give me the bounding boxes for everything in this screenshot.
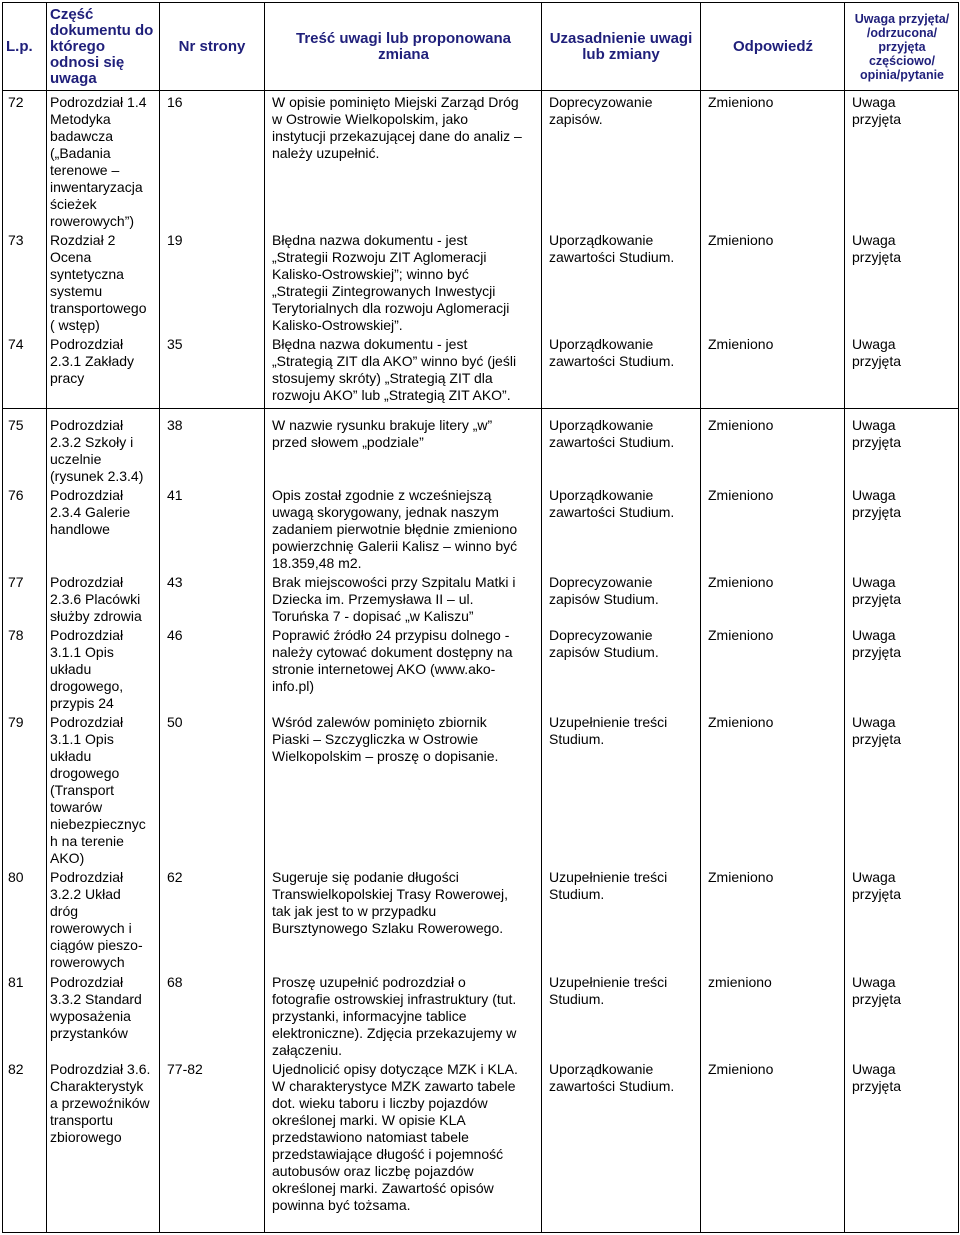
header-section: Część dokumentu do którego odnosi się uwaga [50, 6, 154, 87]
column-border [159, 2, 160, 1233]
row-page: 77-82 [167, 1061, 203, 1077]
column-border [844, 2, 845, 1233]
row-page: 35 [167, 336, 183, 352]
row-lp: 76 [8, 487, 24, 503]
column-border [958, 2, 959, 1233]
row-lp: 78 [8, 627, 24, 643]
row-content: Ujednolicić opisy dotyczące MZK i KLA. W charakterystyce MZK zawarto tabele dot. wieku taboru i liczby pojazdów określonej marki. W opisie KLA przedstawiono natomiast tabele przedstawiające długość i pojemność autobusów oraz liczbę pojazdów określonej marki. Zawartość opisów powinna być tożsama. [272, 1061, 518, 1213]
header-content: Treść uwagi lub proponowana zmiana [295, 30, 512, 63]
row-response: Zmieniono [708, 336, 774, 352]
row-content: W nazwie rysunku brakuje litery „w” przed słowem „podziale” [272, 417, 493, 450]
row-reason: Uporządkowanie zawartości Studium. [549, 1061, 675, 1094]
row-reason: Doprecyzowanie zapisów Studium. [549, 627, 659, 660]
row-reason: Doprecyzowanie zapisów. [549, 94, 653, 127]
row-response: Zmieniono [708, 869, 774, 885]
row-page: 43 [167, 574, 183, 590]
column-border [2, 2, 3, 1233]
row-reason: Uzupełnienie treści Studium. [549, 869, 668, 902]
row-page: 16 [167, 94, 183, 110]
row-section: Rozdział 2 Ocena syntetyczna systemu transportowego ( wstęp) [50, 232, 147, 333]
row-page: 62 [167, 869, 183, 885]
row-status: Uwaga przyjęta [852, 574, 902, 607]
row-reason: Uporządkowanie zawartości Studium. [549, 232, 675, 265]
row-response: Zmieniono [708, 574, 774, 590]
row-response: Zmieniono [708, 232, 774, 248]
row-response: Zmieniono [708, 714, 774, 730]
row-section: Podrozdział 2.3.4 Galerie handlowe [50, 487, 131, 537]
row-reason: Uporządkowanie zawartości Studium. [549, 336, 675, 369]
row-status: Uwaga przyjęta [852, 974, 902, 1007]
header-reason: Uzasadnienie uwagi lub zmiany [549, 30, 693, 63]
column-border [264, 2, 265, 1233]
row-status: Uwaga przyjęta [852, 94, 902, 127]
row-reason: Uzupełnienie treści Studium. [549, 974, 668, 1007]
row-section: Podrozdział 2.3.1 Zakłady pracy [50, 336, 135, 386]
row-response: Zmieniono [708, 627, 774, 643]
row-reason: Doprecyzowanie zapisów Studium. [549, 574, 659, 607]
row-section: Podrozdział 3.1.1 Opis układu drogowego (Transport towarów niebezpiecznyc h na terenie AKO) [50, 714, 146, 866]
row-status: Uwaga przyjęta [852, 487, 902, 520]
header-lp: L.p. [6, 38, 33, 55]
row-page: 68 [167, 974, 183, 990]
row-section: Podrozdział 3.1.1 Opis układu drogowego, przypis 24 [50, 627, 124, 711]
column-border [700, 2, 701, 1233]
row-reason: Uzupełnienie treści Studium. [549, 714, 668, 747]
row-response: Zmieniono [708, 487, 774, 503]
row-section: Podrozdział 1.4 Metodyka badawcza („Badania terenowe – inwentaryzacja ścieżek rowerowych”) [50, 94, 147, 229]
row-lp: 75 [8, 417, 24, 433]
row-lp: 74 [8, 336, 24, 352]
row-status: Uwaga przyjęta [852, 869, 902, 902]
row-lp: 81 [8, 974, 24, 990]
column-border [46, 2, 47, 1233]
row-lp: 80 [8, 869, 24, 885]
row-content: Poprawić źródło 24 przypisu dolnego - należy cytować dokument dostępny na stronie internetowej AKO (www.ako- info.pl) [272, 627, 513, 694]
row-reason: Uporządkowanie zawartości Studium. [549, 417, 675, 450]
row-section: Podrozdział 2.3.6 Placówki służby zdrowia [50, 574, 142, 624]
row-content: Wśród zalewów pominięto zbiornik Piaski – Szczygliczka w Ostrowie Wielkopolskim – proszę o dopisanie. [272, 714, 499, 764]
table-bottom-border [2, 1232, 959, 1233]
row-reason: Uporządkowanie zawartości Studium. [549, 487, 675, 520]
row-status: Uwaga przyjęta [852, 627, 902, 660]
row-lp: 73 [8, 232, 24, 248]
header-status: Uwaga przyjęta/ /odrzucona/ przyjęta częściowo/ opinia/pytanie [854, 12, 950, 82]
row-page: 41 [167, 487, 183, 503]
row-content: Błędna nazwa dokumentu - jest „Strategią ZIT dla AKO” winno być (jeśli stosujemy skróty) „Strategią ZIT dla rozwoju AKO” lub „Strategią ZIT AKO”. [272, 336, 517, 403]
header-page: Nr strony [178, 38, 246, 55]
row-section: Podrozdział 3.3.2 Standard wyposażenia przystanków [50, 974, 142, 1041]
row-content: Sugeruje się podanie długości Transwielkopolskiej Trasy Rowerowej, tak jak jest to w przypadku Bursztynowego Szlaku Rowerowego. [272, 869, 509, 936]
row-status: Uwaga przyjęta [852, 336, 902, 369]
row-status: Uwaga przyjęta [852, 417, 902, 450]
row-status: Uwaga przyjęta [852, 714, 902, 747]
row-section: Podrozdział 2.3.2 Szkoły i uczelnie (rysunek 2.3.4) [50, 417, 144, 484]
row-content: Brak miejscowości przy Szpitalu Matki i Dziecka im. Przemysława II – ul. Toruńska 7 - dopisać „w Kaliszu” [272, 574, 516, 624]
row-group-border [2, 408, 959, 409]
row-content: Proszę uzupełnić podrozdział o fotografie ostrowskiej infrastruktury (tut. przystanki, informacyjne tablice elektroniczne). Zdjęcia przekazujemy w załączeniu. [272, 974, 517, 1058]
row-response: Zmieniono [708, 417, 774, 433]
column-border [541, 2, 542, 1233]
row-lp: 77 [8, 574, 24, 590]
row-lp: 72 [8, 94, 24, 110]
row-page: 50 [167, 714, 183, 730]
row-lp: 82 [8, 1061, 24, 1077]
table-top-border [2, 2, 959, 3]
row-response: Zmieniono [708, 1061, 774, 1077]
row-content: Opis został zgodnie z wcześniejszą uwagą skorygowany, jednak naszym zadaniem pierwotnie błędnie zmieniono powierzchnię Galerii Kalisz – winno być 18.359,48 m2. [272, 487, 518, 571]
header-bottom-border [2, 90, 959, 91]
row-content: W opisie pominięto Miejski Zarząd Dróg w Ostrowie Wielkopolskim, jako instytucji przekazującej dane do analiz – należy uzupełnić. [272, 94, 522, 161]
row-page: 19 [167, 232, 183, 248]
row-status: Uwaga przyjęta [852, 1061, 902, 1094]
row-lp: 79 [8, 714, 24, 730]
row-status: Uwaga przyjęta [852, 232, 902, 265]
row-page: 46 [167, 627, 183, 643]
row-section: Podrozdział 3.6. Charakterystyk a przewoźników transportu zbiorowego [50, 1061, 151, 1145]
row-response: Zmieniono [708, 94, 774, 110]
row-response: zmieniono [708, 974, 772, 990]
row-section: Podrozdział 3.2.2 Układ dróg rowerowych i ciągów pieszo- rowerowych [50, 869, 143, 970]
header-response: Odpowiedź [733, 38, 813, 55]
row-content: Błędna nazwa dokumentu - jest „Strategii Rozwoju ZIT Aglomeracji Kalisko-Ostrowskiej”; winno być „Strategii Zintegrowanych Inwestycji Terytorialnych dla rozwoju Aglomeracji Kalisko-Ostrowskiej”. [272, 232, 510, 333]
row-page: 38 [167, 417, 183, 433]
